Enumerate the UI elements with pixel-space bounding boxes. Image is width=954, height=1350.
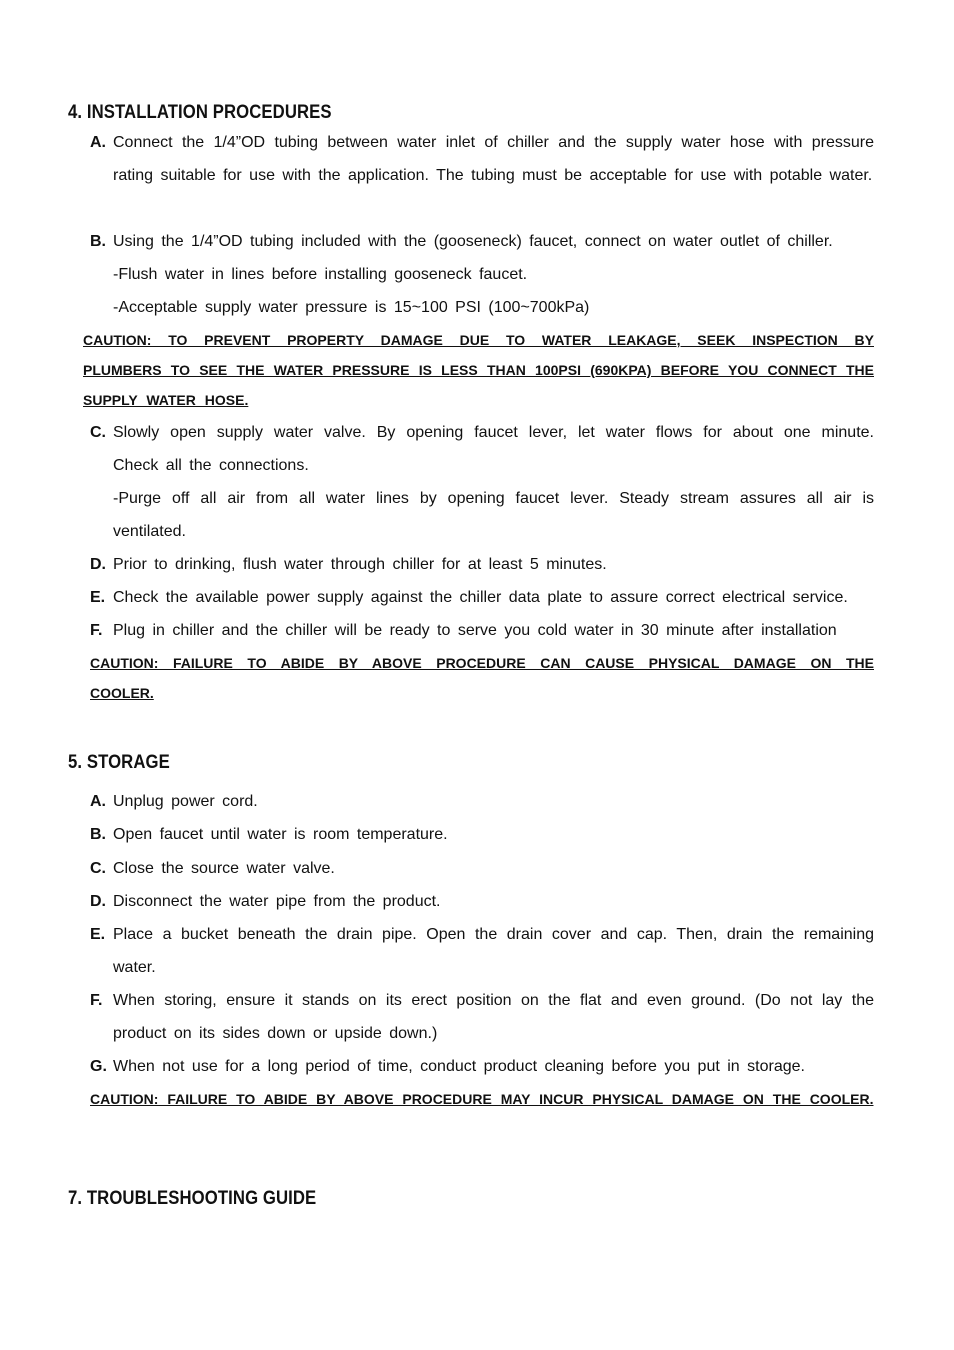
- installation-item-a: [90, 126, 874, 192]
- installation-item-f: [90, 614, 874, 647]
- item-letter: D.: [90, 893, 106, 910]
- item-letter: B.: [90, 826, 106, 843]
- storage-item-a: [90, 785, 874, 818]
- item-letter: C.: [90, 860, 106, 877]
- installation-b-note-pressure: -Acceptable supply water pressure is 15~100 PSI (100~700kPa): [113, 299, 590, 316]
- section-heading-storage: 5. STORAGE: [68, 752, 170, 773]
- item-text: Using the 1/4”OD tubing included with the (gooseneck) faucet, connect on water outlet of chiller.: [113, 233, 833, 250]
- caution-installation-procedure: CAUTION: FAILURE TO ABIDE BY ABOVE PROCEDURE CAN CAUSE PHYSICAL DAMAGE ON THE COOLER.: [90, 655, 874, 701]
- installation-b-note-flush: -Flush water in lines before installing gooseneck faucet.: [113, 266, 528, 283]
- item-text: Prior to drinking, flush water through chiller for at least 5 minutes.: [113, 556, 607, 573]
- item-letter: C.: [90, 424, 106, 441]
- caution-water-pressure: CAUTION: TO PREVENT PROPERTY DAMAGE DUE TO WATER LEAKAGE, SEEK INSPECTION BY PLUMBERS TO SEE THE WATER PRESSURE IS LESS THAN 100PSI (690KPA) BEFORE YOU CONNECT THE SUPPLY WATER HOSE.: [83, 332, 874, 408]
- item-text: Place a bucket beneath the drain pipe. Open the drain cover and cap. Then, drain the remaining water.: [113, 926, 874, 976]
- storage-item-f: [90, 984, 874, 1050]
- item-text: When storing, ensure it stands on its erect position on the flat and even ground. (Do not lay the product on its sides down or upside down.): [113, 992, 874, 1042]
- section-heading-installation: 4. INSTALLATION PROCEDURES: [68, 102, 332, 123]
- item-text: Close the source water valve.: [113, 860, 335, 877]
- item-text: Check the available power supply against the chiller data plate to assure correct electrical service.: [113, 589, 848, 606]
- item-letter: A.: [90, 793, 106, 810]
- installation-item-c: [90, 416, 874, 482]
- item-text: Disconnect the water pipe from the product.: [113, 893, 441, 910]
- installation-c-note-purge: -Purge off all air from all water lines by opening faucet lever. Steady stream assures all air is ventilated.: [113, 490, 874, 540]
- storage-item-g: [90, 1050, 874, 1083]
- installation-item-e: [90, 581, 874, 614]
- installation-item-b: [90, 225, 874, 258]
- item-letter: A.: [90, 134, 106, 151]
- storage-item-c: [90, 852, 874, 885]
- storage-item-e: [90, 918, 874, 984]
- storage-item-b: [90, 818, 874, 851]
- item-text: Open faucet until water is room temperature.: [113, 826, 448, 843]
- item-text: When not use for a long period of time, conduct product cleaning before you put in storage.: [113, 1058, 805, 1075]
- storage-item-d: [90, 885, 874, 918]
- item-letter: D.: [90, 556, 106, 573]
- item-letter: G.: [90, 1058, 107, 1075]
- caution-storage-procedure: CAUTION: FAILURE TO ABIDE BY ABOVE PROCEDURE MAY INCUR PHYSICAL DAMAGE ON THE COOLER.: [90, 1091, 874, 1107]
- item-letter: F.: [90, 992, 103, 1009]
- item-text: Unplug power cord.: [113, 793, 258, 810]
- item-letter: B.: [90, 233, 106, 250]
- item-text: Slowly open supply water valve. By opening faucet lever, let water flows for about one minute. Check all the connections.: [113, 424, 874, 474]
- installation-item-d: [90, 548, 874, 581]
- item-letter: E.: [90, 589, 106, 606]
- item-text: Connect the 1/4”OD tubing between water inlet of chiller and the supply water hose with pressure rating suitable for use with the application. The tubing must be acceptable for use with potable water.: [113, 134, 874, 184]
- item-letter: F.: [90, 622, 103, 639]
- item-text: Plug in chiller and the chiller will be ready to serve you cold water in 30 minute after installation: [113, 622, 837, 639]
- section-heading-troubleshooting: 7. TROUBLESHOOTING GUIDE: [68, 1188, 317, 1209]
- item-letter: E.: [90, 926, 106, 943]
